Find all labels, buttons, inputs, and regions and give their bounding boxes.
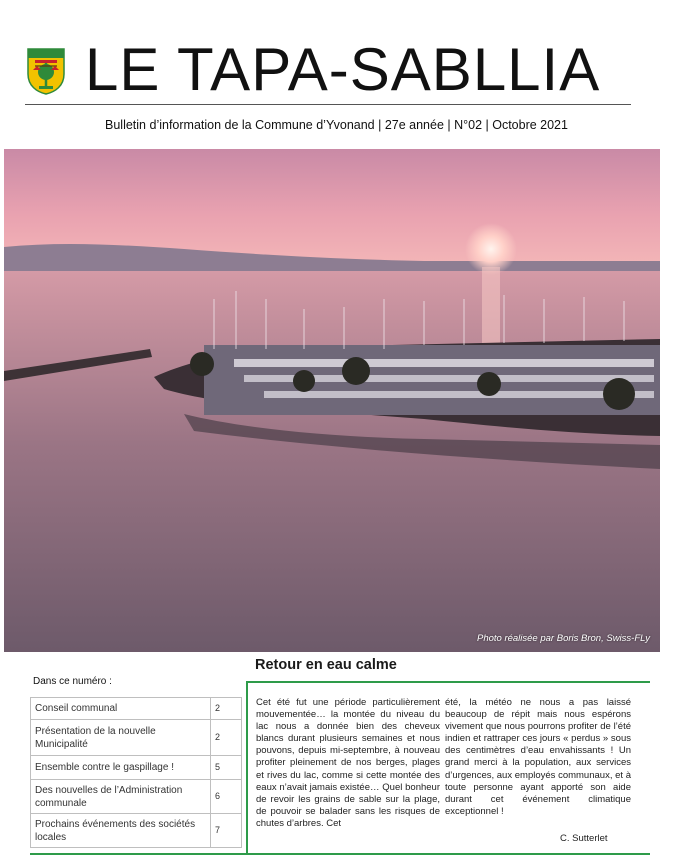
toc-row — [31, 814, 242, 848]
article-signature: C. Sutterlet — [560, 833, 608, 844]
toc-row — [31, 780, 242, 814]
photo-credit: Photo réalisée par Boris Bron, Swiss-FLy — [476, 633, 650, 644]
article-left-rule — [246, 681, 248, 853]
toc-item-label: Prochains événements des sociétés locales — [31, 814, 211, 848]
toc-item-label: Présentation de la nouvelle Municipalité — [31, 720, 211, 756]
newsletter-subtitle: Bulletin d’information de la Commune d’Yvonand | 27e année | N°02 | Octobre 2021 — [105, 118, 568, 132]
newsletter-title: LE TAPA-SABLLIA — [85, 36, 601, 103]
toc-heading: Dans ce numéro : — [33, 676, 112, 687]
article-title: Retour en eau calme — [255, 657, 397, 673]
title-divider — [25, 104, 631, 105]
harbor-sunset-illustration — [4, 149, 660, 652]
masthead — [0, 0, 673, 132]
toc-row — [31, 720, 242, 756]
toc-row — [31, 756, 242, 780]
yvonand-coat-of-arms-icon — [27, 48, 65, 95]
toc-item-page: 6 — [211, 780, 242, 814]
toc-item-page: 2 — [211, 698, 242, 720]
toc-item-label: Ensemble contre le gaspillage ! — [31, 756, 211, 780]
article-top-rule — [246, 681, 650, 683]
toc-item-label: Des nouvelles de l’Administration communale — [31, 780, 211, 814]
article-column-1: Cet été fut une période particulièrement mouvementée… la montée du niveau du lac nous a donnée bien des cheveux blancs durant plusieurs semaines et nous pouvons, depuis mi-septembre, à nouveau profiter pleinement de nos berges, plages et rives du lac, comme si cette montée des eaux n’avait jamais existée… Quel bonheur de revoir les grains de sable sur la plage, de pouvoir se balader sans les risques de chutes d’arbres. Cet — [256, 697, 440, 829]
article-column-2: été, la météo ne nous a pas laissé beaucoup de répit mais nous espérons vivement que nous pourrons profiter de l’été indien et rattraper ces jours « perdus » sous des centimètres d’eau envahissants ! Un grand merci à la population, aux services d’urgences, aux employés communaux, et à toute personne ayant apporté son aide durant cet événement climatique exceptionnel ! — [445, 697, 631, 817]
page-bottom-rule — [30, 853, 650, 855]
toc-row — [31, 698, 242, 720]
toc-item-page: 2 — [211, 720, 242, 756]
cover-photo — [4, 149, 660, 652]
toc-item-label: Conseil communal — [31, 698, 211, 720]
toc-item-page: 5 — [211, 756, 242, 780]
table-of-contents — [30, 697, 242, 848]
toc-item-page: 7 — [211, 814, 242, 848]
